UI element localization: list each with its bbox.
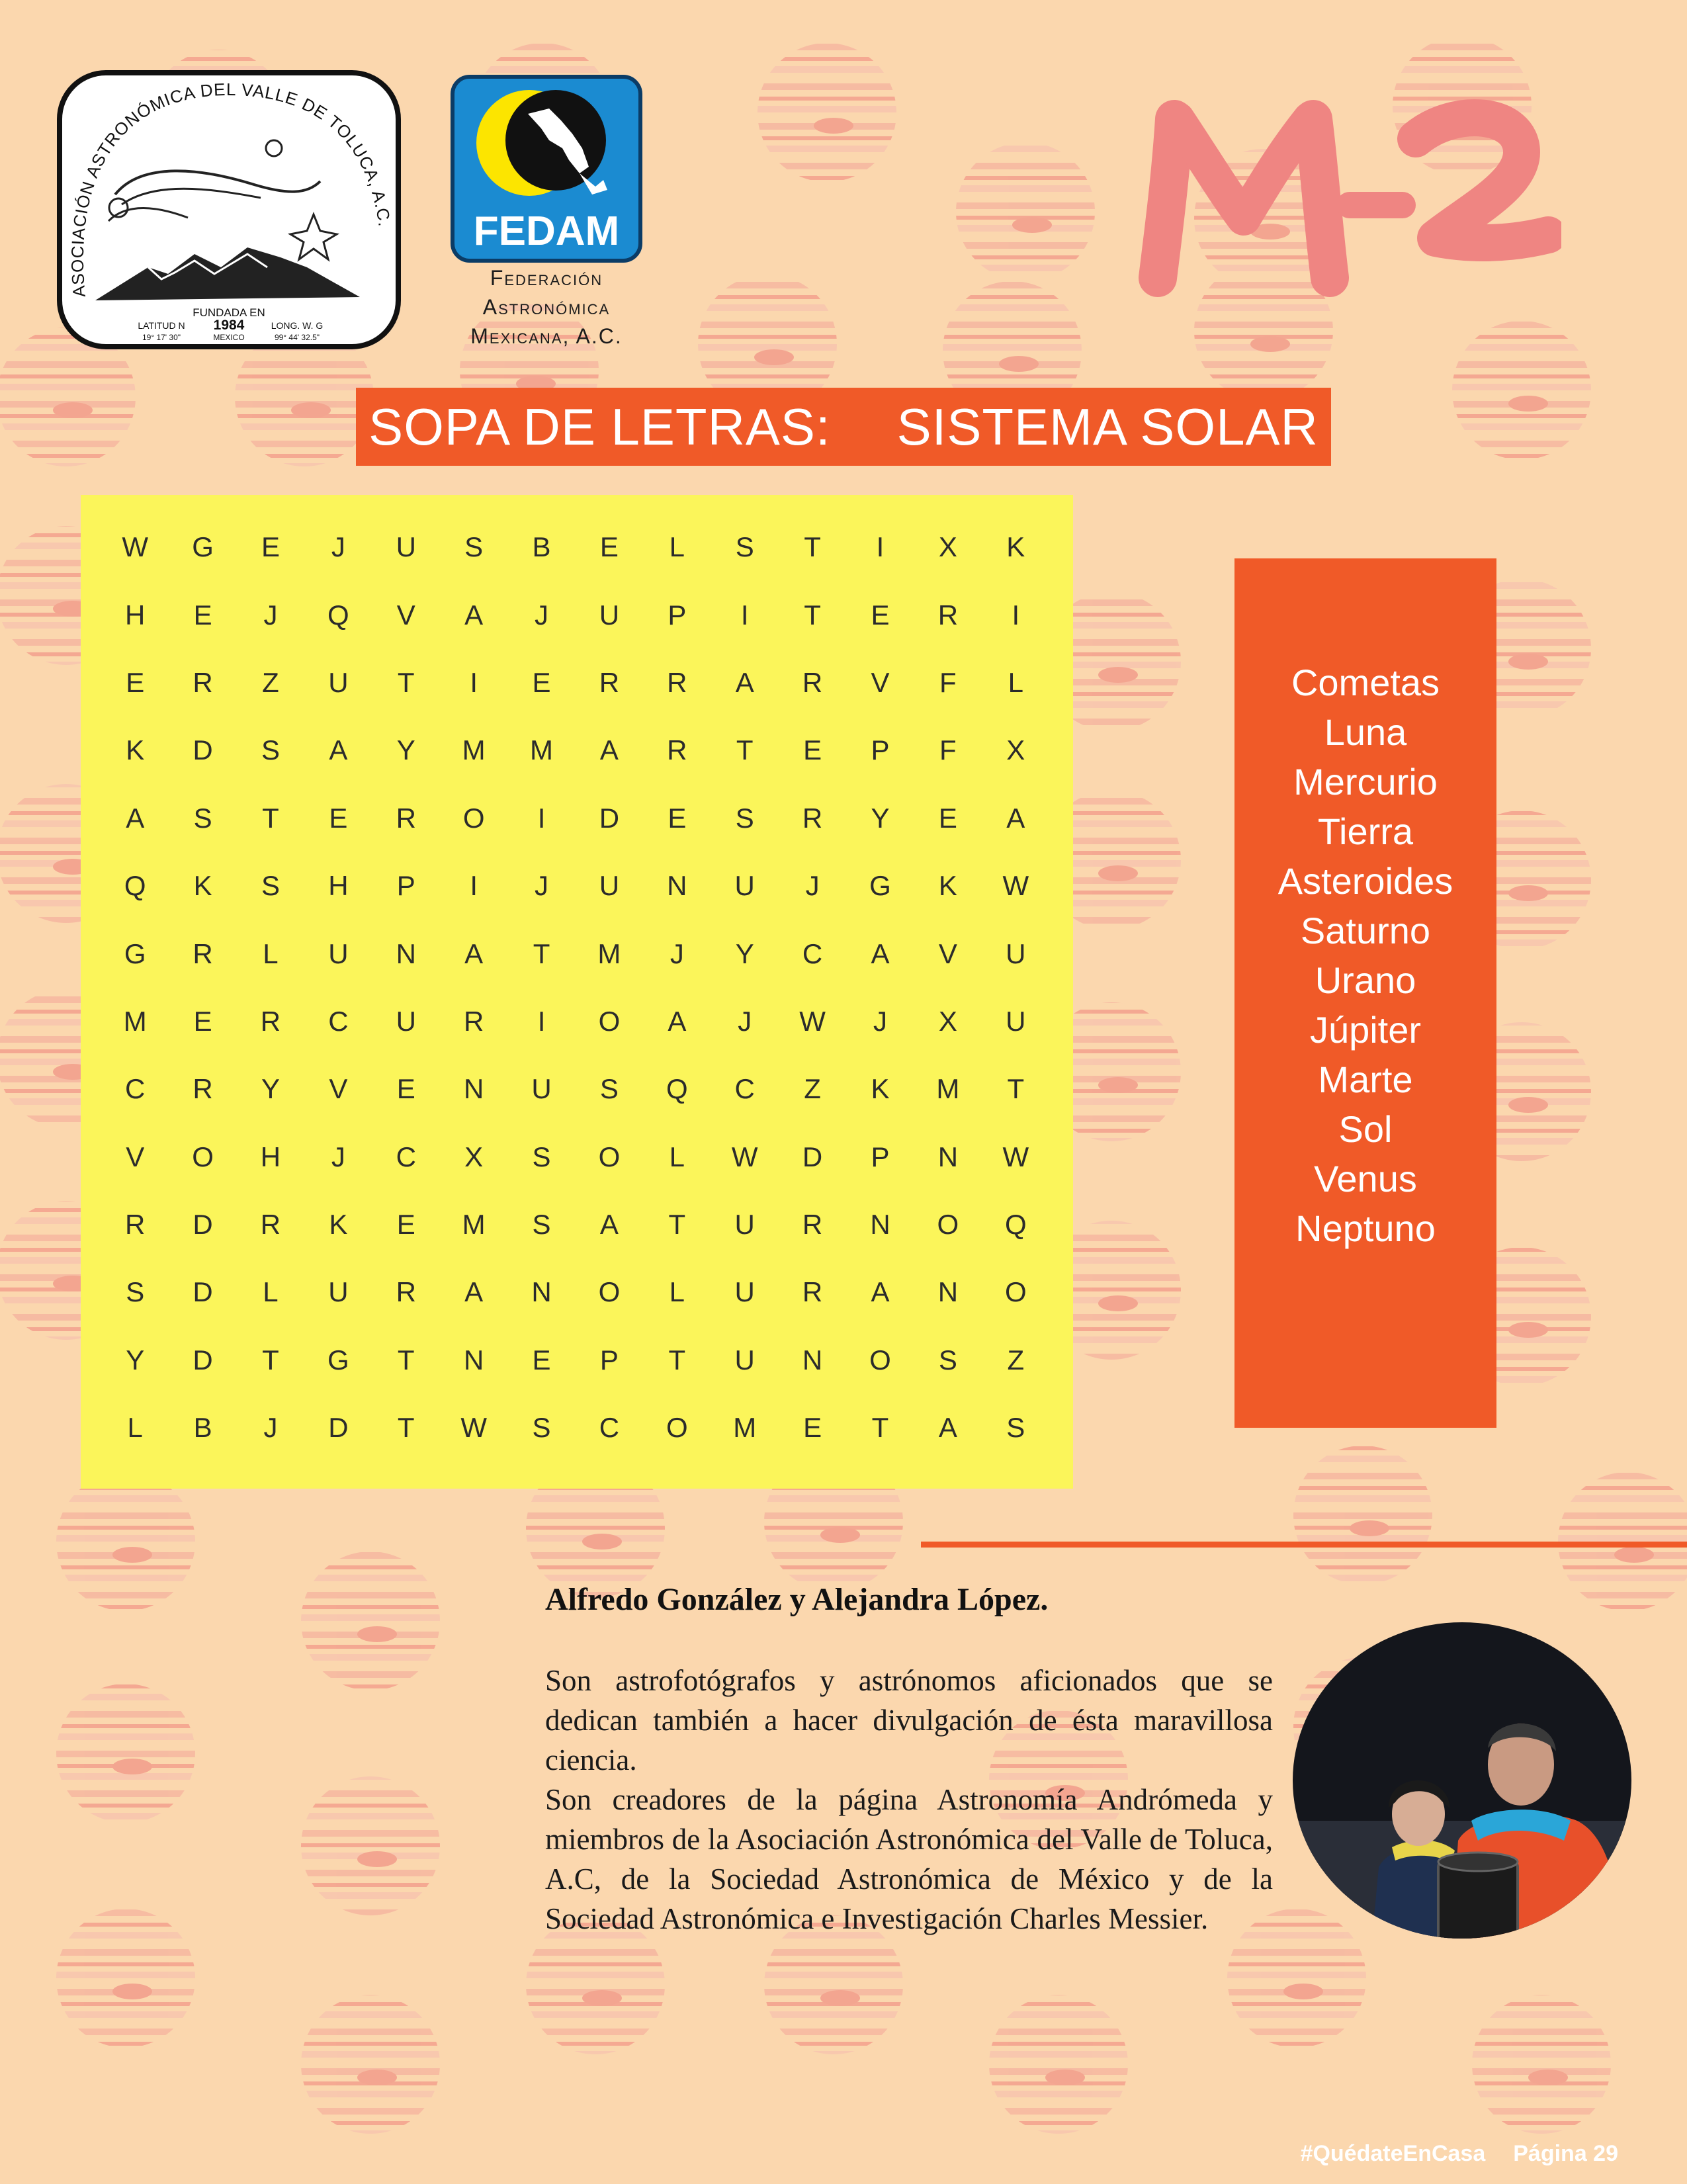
authors-photo bbox=[1293, 1622, 1631, 1939]
grid-letter: K bbox=[938, 870, 957, 902]
word-list-panel bbox=[1234, 558, 1496, 1428]
grid-letter: R bbox=[802, 1209, 823, 1241]
planet-spot-decoration bbox=[814, 118, 853, 134]
fedam-caption bbox=[430, 263, 663, 351]
grid-letter: E bbox=[396, 1073, 415, 1105]
planet-decoration bbox=[1452, 321, 1591, 460]
grid-letter: L bbox=[669, 1141, 685, 1172]
grid-letter: P bbox=[871, 734, 890, 766]
word-list-item: Marte bbox=[1318, 1059, 1413, 1100]
grid-letter: E bbox=[532, 1344, 551, 1376]
grid-letter: Q bbox=[666, 1073, 688, 1105]
grid-letter: T bbox=[533, 938, 550, 969]
bio-text bbox=[545, 1661, 1273, 1939]
grid-letter: P bbox=[396, 870, 415, 902]
grid-letter: T bbox=[736, 734, 754, 766]
grid-letter: D bbox=[193, 734, 213, 766]
grid-letter: P bbox=[871, 1141, 890, 1172]
grid-letter: C bbox=[328, 1005, 349, 1037]
grid-letter: A bbox=[599, 734, 619, 766]
grid-letter: P bbox=[668, 599, 687, 631]
grid-letter: A bbox=[126, 802, 145, 834]
planet-decoration bbox=[1293, 1446, 1432, 1585]
grid-letter: U bbox=[734, 1209, 755, 1241]
grid-letter: N bbox=[531, 1276, 552, 1308]
planet-spot-decoration bbox=[1250, 336, 1290, 352]
word-list-item: Venus bbox=[1314, 1158, 1417, 1200]
fedam-caption-line-3: Mexicana, A.C. bbox=[470, 324, 623, 348]
avt-lat-value: 19° 17' 30" bbox=[142, 333, 181, 342]
planet-decoration bbox=[1472, 1995, 1611, 2134]
grid-letter: V bbox=[871, 666, 890, 698]
grid-letter: I bbox=[740, 599, 749, 631]
grid-letter: U bbox=[599, 870, 620, 902]
grid-letter: X bbox=[938, 531, 957, 563]
grid-letter: J bbox=[331, 531, 345, 563]
word-list-item: Mercurio bbox=[1293, 761, 1438, 803]
planet-spot-decoration bbox=[754, 349, 794, 365]
grid-letter: E bbox=[803, 734, 822, 766]
grid-letter: O bbox=[462, 802, 485, 834]
grid-letter: I bbox=[537, 802, 546, 834]
planet-spot-decoration bbox=[1098, 865, 1138, 881]
grid-letter: E bbox=[126, 666, 145, 698]
avt-lat-label: LATITUD N bbox=[138, 320, 185, 331]
bio-paragraph-2: Son creadores de la página Astronomía Andrómeda y miembros de la Asociación Astronómica del Valle de Toluca, A.C, de la Sociedad Astronómica de México y de la Sociedad Astronómica e Investigación Charles Messier. bbox=[545, 1783, 1273, 1935]
grid-letter: R bbox=[802, 666, 823, 698]
grid-letter: K bbox=[126, 734, 145, 766]
grid-letter: S bbox=[464, 531, 484, 563]
grid-letter: U bbox=[1006, 938, 1026, 969]
grid-letter: A bbox=[1006, 802, 1025, 834]
grid-letter: R bbox=[802, 802, 823, 834]
grid-letter: O bbox=[598, 1141, 621, 1172]
grid-letter: I bbox=[470, 666, 478, 698]
grid-letter: E bbox=[938, 802, 957, 834]
grid-letter: W bbox=[122, 531, 149, 563]
grid-letter: E bbox=[396, 1209, 415, 1241]
grid-letter: T bbox=[397, 1344, 415, 1376]
planet-spot-decoration bbox=[1012, 217, 1052, 233]
grid-letter: M bbox=[462, 734, 486, 766]
planet-decoration bbox=[301, 1995, 440, 2134]
grid-letter: M bbox=[462, 1209, 486, 1241]
grid-letter: C bbox=[125, 1073, 146, 1105]
grid-letter: O bbox=[937, 1209, 959, 1241]
grid-letter: J bbox=[805, 870, 820, 902]
planet-spot-decoration bbox=[357, 1851, 397, 1867]
grid-letter: C bbox=[599, 1412, 620, 1444]
grid-letter: M bbox=[123, 1005, 147, 1037]
grid-letter: E bbox=[329, 802, 348, 834]
grid-letter: M bbox=[936, 1073, 960, 1105]
word-list-item: Tierra bbox=[1317, 810, 1414, 852]
avt-founded-year: 1984 bbox=[213, 318, 245, 333]
grid-letter: H bbox=[260, 1141, 281, 1172]
fedam-caption-line-2: Astronómica bbox=[482, 295, 611, 319]
grid-letter: O bbox=[869, 1344, 891, 1376]
grid-letter: U bbox=[1006, 1005, 1026, 1037]
grid-letter: S bbox=[261, 734, 280, 766]
grid-letter: C bbox=[734, 1073, 755, 1105]
grid-letter: N bbox=[937, 1141, 959, 1172]
grid-letter: O bbox=[192, 1141, 214, 1172]
grid-letter: A bbox=[735, 666, 754, 698]
grid-letter: S bbox=[735, 531, 754, 563]
grid-letter: O bbox=[598, 1005, 621, 1037]
grid-letter: M bbox=[733, 1412, 757, 1444]
grid-letter: N bbox=[870, 1209, 890, 1241]
grid-letter: P bbox=[599, 1344, 619, 1376]
word-list-item: Cometas bbox=[1291, 662, 1440, 703]
grid-letter: Q bbox=[1004, 1209, 1027, 1241]
grid-letter: D bbox=[193, 1344, 213, 1376]
planet-spot-decoration bbox=[1098, 667, 1138, 683]
grid-letter: L bbox=[1008, 666, 1023, 698]
title-part-1: SOPA DE LETRAS: bbox=[368, 397, 831, 456]
grid-letter: Q bbox=[124, 870, 146, 902]
grid-letter: A bbox=[938, 1412, 957, 1444]
grid-letter: U bbox=[599, 599, 620, 631]
grid-letter: U bbox=[734, 870, 755, 902]
grid-letter: R bbox=[667, 666, 687, 698]
planet-spot-decoration bbox=[112, 1984, 152, 1999]
grid-letter: E bbox=[803, 1412, 822, 1444]
grid-letter: D bbox=[802, 1141, 823, 1172]
grid-letter: S bbox=[532, 1141, 551, 1172]
grid-letter: V bbox=[329, 1073, 348, 1105]
grid-letter: N bbox=[937, 1276, 959, 1308]
grid-letter: C bbox=[802, 938, 823, 969]
grid-letter: I bbox=[876, 531, 885, 563]
planet-spot-decoration bbox=[1045, 2070, 1085, 2085]
grid-letter: E bbox=[532, 666, 551, 698]
planet-spot-decoration bbox=[999, 356, 1039, 372]
grid-letter: O bbox=[1004, 1276, 1027, 1308]
grid-letter: B bbox=[193, 1412, 212, 1444]
grid-letter: M bbox=[530, 734, 554, 766]
grid-letter: S bbox=[126, 1276, 145, 1308]
grid-letter: D bbox=[193, 1209, 213, 1241]
grid-letter: R bbox=[193, 1073, 213, 1105]
grid-letter: T bbox=[1007, 1073, 1025, 1105]
planet-spot-decoration bbox=[1528, 2070, 1568, 2085]
grid-letter: Y bbox=[871, 802, 890, 834]
footer bbox=[1301, 2141, 1618, 2167]
grid-letter: E bbox=[193, 1005, 212, 1037]
grid-letter: R bbox=[802, 1276, 823, 1308]
planet-spot-decoration bbox=[1508, 654, 1548, 670]
grid-letter: T bbox=[262, 802, 279, 834]
grid-letter: T bbox=[804, 599, 821, 631]
grid-letter: R bbox=[599, 666, 620, 698]
grid-letter: N bbox=[463, 1073, 484, 1105]
grid-letter: T bbox=[262, 1344, 279, 1376]
grid-letter: R bbox=[193, 938, 213, 969]
word-list-item: Saturno bbox=[1300, 910, 1431, 951]
grid-letter: X bbox=[938, 1005, 957, 1037]
grid-letter: J bbox=[535, 599, 549, 631]
planet-spot-decoration bbox=[1098, 1077, 1138, 1093]
grid-letter: R bbox=[260, 1209, 281, 1241]
grid-letter: B bbox=[532, 531, 551, 563]
grid-letter: S bbox=[532, 1412, 551, 1444]
grid-letter: H bbox=[125, 599, 146, 631]
grid-letter: S bbox=[599, 1073, 619, 1105]
planet-spot-decoration bbox=[582, 1990, 622, 2006]
grid-letter: A bbox=[464, 1276, 484, 1308]
word-list-item: Luna bbox=[1324, 711, 1407, 753]
planet-decoration bbox=[989, 1995, 1128, 2134]
grid-letter: L bbox=[263, 938, 279, 969]
grid-letter: V bbox=[938, 938, 957, 969]
grid-letter: Z bbox=[804, 1073, 821, 1105]
grid-letter: U bbox=[734, 1276, 755, 1308]
grid-letter: U bbox=[396, 531, 416, 563]
grid-letter: C bbox=[396, 1141, 416, 1172]
fedam-logo bbox=[450, 74, 643, 263]
grid-letter: E bbox=[871, 599, 890, 631]
grid-letter: N bbox=[463, 1344, 484, 1376]
word-list-item: Júpiter bbox=[1309, 1009, 1422, 1051]
grid-letter: V bbox=[126, 1141, 145, 1172]
avt-founded-label: FUNDADA EN bbox=[193, 306, 265, 319]
grid-letter: T bbox=[668, 1209, 686, 1241]
planet-decoration bbox=[757, 43, 896, 182]
grid-letter: S bbox=[735, 802, 754, 834]
planet-decoration bbox=[301, 1551, 440, 1690]
grid-letter: D bbox=[599, 802, 620, 834]
title-bar bbox=[356, 388, 1331, 466]
grid-letter: L bbox=[263, 1276, 279, 1308]
title-part-2: SISTEMA SOLAR bbox=[896, 397, 1319, 456]
grid-letter: L bbox=[669, 1276, 685, 1308]
grid-letter: T bbox=[397, 1412, 415, 1444]
grid-letter: T bbox=[397, 666, 415, 698]
grid-letter: E bbox=[261, 531, 280, 563]
grid-letter: M bbox=[597, 938, 621, 969]
grid-letter: F bbox=[939, 666, 957, 698]
grid-letter: L bbox=[127, 1412, 143, 1444]
planet-spot-decoration bbox=[112, 1759, 152, 1774]
grid-letter: R bbox=[396, 1276, 416, 1308]
planet-spot-decoration bbox=[112, 1547, 152, 1563]
avt-long-label: LONG. W. G bbox=[271, 320, 324, 331]
grid-letter: K bbox=[871, 1073, 890, 1105]
grid-letter: U bbox=[328, 666, 349, 698]
planet-spot-decoration bbox=[1508, 396, 1548, 412]
m2-logo bbox=[1125, 79, 1561, 318]
planet-spot-decoration bbox=[1508, 885, 1548, 901]
planet-spot-decoration bbox=[291, 402, 331, 418]
grid-letter: O bbox=[598, 1276, 621, 1308]
grid-letter: J bbox=[535, 870, 549, 902]
avt-long-value: 99° 44' 32.5" bbox=[274, 333, 320, 342]
planet-spot-decoration bbox=[1350, 1520, 1389, 1536]
grid-letter: Y bbox=[126, 1344, 145, 1376]
grid-letter: F bbox=[939, 734, 957, 766]
grid-letter: A bbox=[599, 1209, 619, 1241]
grid-letter: U bbox=[396, 1005, 416, 1037]
grid-letter: Y bbox=[735, 938, 754, 969]
grid-letter: E bbox=[668, 802, 687, 834]
grid-letter: H bbox=[328, 870, 349, 902]
fedam-logo-text: FEDAM bbox=[473, 208, 620, 254]
grid-letter: A bbox=[871, 938, 890, 969]
grid-letter: Q bbox=[327, 599, 349, 631]
planet-spot-decoration bbox=[582, 1534, 622, 1550]
grid-letter: I bbox=[470, 870, 478, 902]
grid-letter: J bbox=[873, 1005, 887, 1037]
grid-letter: U bbox=[328, 938, 349, 969]
grid-letter: A bbox=[668, 1005, 687, 1037]
grid-letter: R bbox=[667, 734, 687, 766]
grid-letter: K bbox=[193, 870, 212, 902]
grid-letter: K bbox=[329, 1209, 348, 1241]
section-divider bbox=[921, 1542, 1687, 1548]
planet-decoration bbox=[56, 1472, 195, 1611]
grid-letter: R bbox=[396, 802, 416, 834]
grid-letter: T bbox=[871, 1412, 889, 1444]
grid-letter: W bbox=[1002, 1141, 1029, 1172]
grid-letter: S bbox=[193, 802, 212, 834]
grid-letter: A bbox=[464, 938, 484, 969]
planet-decoration bbox=[56, 1909, 195, 2048]
footer-hashtag: #QuédateEnCasa bbox=[1300, 2141, 1486, 2166]
grid-letter: W bbox=[1002, 870, 1029, 902]
grid-letter: N bbox=[802, 1344, 823, 1376]
word-list-item: Urano bbox=[1315, 959, 1416, 1001]
planet-spot-decoration bbox=[820, 1527, 860, 1543]
grid-letter: X bbox=[464, 1141, 484, 1172]
bio-paragraph-1: Son astrofotógrafos y astrónomos aficionados que se dedican también a hacer divulgación de ésta maravillosa ciencia. bbox=[545, 1664, 1273, 1776]
avt-arc-text: ASOCIACIÓN ASTRONÓMICA DEL VALLE DE TOLUCA, A.C. bbox=[67, 79, 395, 298]
grid-letter: E bbox=[599, 531, 619, 563]
grid-letter: U bbox=[531, 1073, 552, 1105]
grid-letter: U bbox=[328, 1276, 349, 1308]
fedam-caption-line-1: Federación bbox=[490, 266, 603, 290]
grid-letter: G bbox=[869, 870, 891, 902]
word-list-item: Neptuno bbox=[1295, 1207, 1436, 1249]
grid-letter: U bbox=[734, 1344, 755, 1376]
grid-letter: I bbox=[537, 1005, 546, 1037]
word-list-item: Asteroides bbox=[1277, 860, 1453, 902]
footer-page-number: Página 29 bbox=[1513, 2141, 1618, 2166]
planet-decoration bbox=[56, 1684, 195, 1823]
planet-decoration bbox=[956, 142, 1095, 281]
grid-letter: S bbox=[1006, 1412, 1025, 1444]
grid-letter: J bbox=[331, 1141, 345, 1172]
planet-spot-decoration bbox=[357, 1626, 397, 1642]
grid-letter: J bbox=[738, 1005, 752, 1037]
grid-letter: W bbox=[731, 1141, 758, 1172]
grid-letter: S bbox=[938, 1344, 957, 1376]
grid-letter: L bbox=[669, 531, 685, 563]
planet-spot-decoration bbox=[1508, 1097, 1548, 1113]
grid-letter: R bbox=[463, 1005, 484, 1037]
grid-letter: T bbox=[668, 1344, 686, 1376]
grid-letter: J bbox=[670, 938, 684, 969]
word-list-item: Sol bbox=[1338, 1108, 1393, 1150]
bio-name: Alfredo González y Alejandra López. bbox=[545, 1582, 1049, 1617]
grid-letter: J bbox=[263, 599, 278, 631]
grid-letter: A bbox=[871, 1276, 890, 1308]
grid-letter: A bbox=[464, 599, 484, 631]
grid-letter: R bbox=[260, 1005, 281, 1037]
grid-letter: A bbox=[329, 734, 348, 766]
planet-spot-decoration bbox=[1098, 1295, 1138, 1311]
grid-letter: E bbox=[193, 599, 212, 631]
grid-letter: W bbox=[460, 1412, 487, 1444]
grid-letter: G bbox=[192, 531, 214, 563]
planet-spot-decoration bbox=[820, 1990, 860, 2006]
planet-spot-decoration bbox=[1283, 1984, 1323, 1999]
grid-letter: W bbox=[799, 1005, 826, 1037]
grid-letter: D bbox=[328, 1412, 349, 1444]
planet-spot-decoration bbox=[53, 402, 93, 418]
grid-letter: I bbox=[1012, 599, 1020, 631]
grid-letter: Z bbox=[1007, 1344, 1025, 1376]
grid-letter: G bbox=[124, 938, 146, 969]
planet-decoration bbox=[301, 1776, 440, 1915]
word-search-grid bbox=[122, 513, 1084, 1462]
grid-letter: V bbox=[396, 599, 415, 631]
word-search-panel bbox=[81, 495, 1073, 1489]
grid-letter: S bbox=[261, 870, 280, 902]
grid-letter: R bbox=[937, 599, 959, 631]
avt-founded-place: MEXICO bbox=[213, 333, 245, 342]
planet-spot-decoration bbox=[1614, 1547, 1654, 1563]
grid-letter: R bbox=[193, 666, 213, 698]
planet-spot-decoration bbox=[1508, 1322, 1548, 1338]
grid-letter: S bbox=[532, 1209, 551, 1241]
grid-letter: K bbox=[1006, 531, 1025, 563]
grid-letter: N bbox=[667, 870, 687, 902]
grid-letter: O bbox=[666, 1412, 688, 1444]
grid-letter: Y bbox=[261, 1073, 280, 1105]
avt-logo bbox=[56, 69, 402, 351]
grid-letter: R bbox=[125, 1209, 146, 1241]
grid-letter: G bbox=[327, 1344, 349, 1376]
grid-letter: N bbox=[396, 938, 416, 969]
grid-letter: J bbox=[263, 1412, 278, 1444]
grid-letter: T bbox=[804, 531, 821, 563]
grid-letter: D bbox=[193, 1276, 213, 1308]
planet-spot-decoration bbox=[357, 2070, 397, 2085]
grid-letter: X bbox=[1006, 734, 1025, 766]
grid-letter: Z bbox=[262, 666, 279, 698]
grid-letter: Y bbox=[396, 734, 415, 766]
